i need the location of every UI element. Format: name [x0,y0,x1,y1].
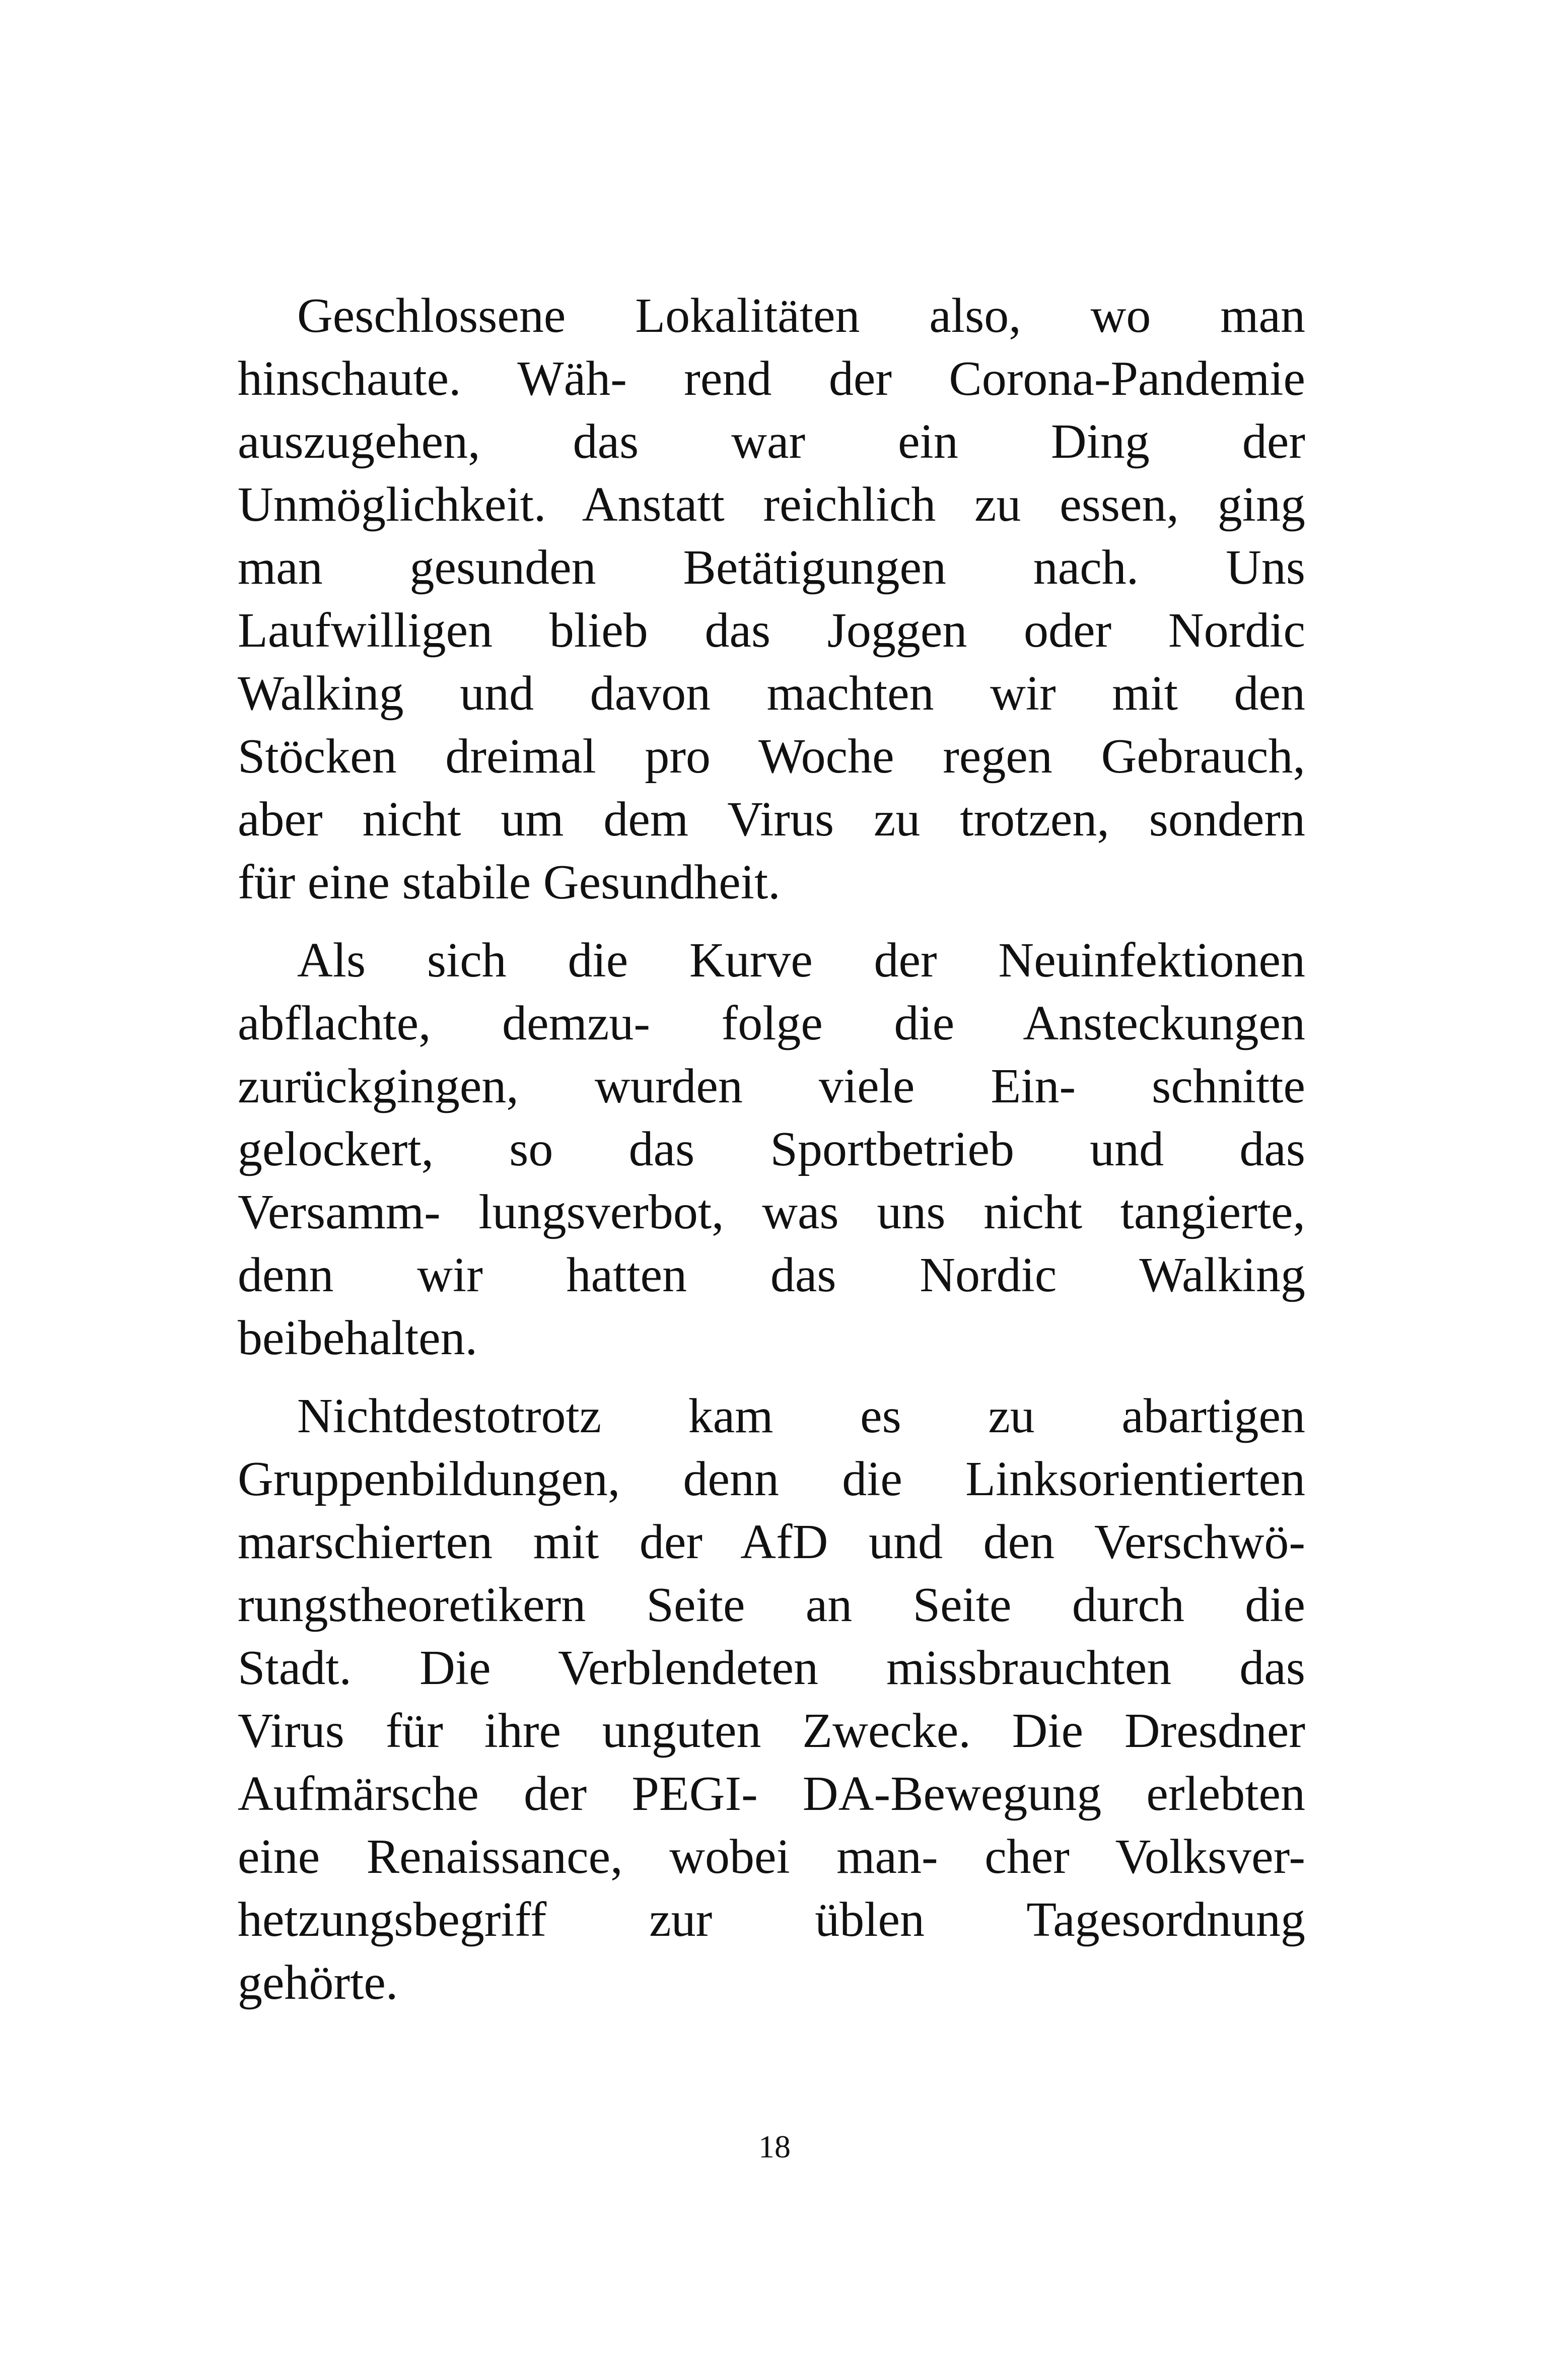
text-line: zurückgingen, wurden viele Ein- schnitte [238,1059,1305,1113]
paragraph-1 [238,285,1305,914]
text-line: denn wir hatten das Nordic Walking [238,1248,1305,1302]
text-line: Virus für ihre unguten Zwecke. Die Dresdner [238,1704,1305,1758]
page-number: 18 [758,2129,791,2164]
text-line: rungstheoretikern Seite an Seite durch die [238,1578,1305,1632]
text-line: hinschaute. Wäh- rend der Corona-Pandemie [238,352,1305,406]
text-line: marschierten mit der AfD und den Verschwö- [238,1515,1305,1569]
text-line: aber nicht um dem Virus zu trotzen, sondern [238,792,1305,847]
paragraph-spacing [238,914,1305,929]
text-line: Gruppenbildungen, denn die Linksorientierten [238,1452,1305,1506]
text-line: auszugehen, das war ein Ding der [238,414,1305,469]
text-line: Stöcken dreimal pro Woche regen Gebrauch, [238,729,1305,784]
paragraph-2 [238,929,1305,1370]
body-text [238,285,1305,2014]
text-line: für eine stabile Gesundheit. [238,855,781,909]
text-line: Unmöglichkeit. Anstatt reichlich zu essen, ging [238,477,1305,532]
text-line: gehörte. [238,1955,398,2010]
text-line: gelockert, so das Sportbetrieb und das [238,1122,1305,1176]
text-line: eine Renaissance, wobei man- cher Volksver- [238,1830,1305,1884]
text-line: Aufmärsche der PEGI- DA-Bewegung erlebten [238,1767,1305,1821]
text-line: beibehalten. [238,1311,478,1365]
text-line: Als sich die Kurve der Neuinfektionen [297,933,1305,988]
text-line: Nichtdestotrotz kam es zu abartigen [297,1389,1305,1443]
text-line: Laufwilligen blieb das Joggen oder Nordic [238,603,1305,658]
text-line: Walking und davon machten wir mit den [238,666,1305,721]
paragraph-spacing [238,1370,1305,1385]
text-line: Stadt. Die Verblendeten missbrauchten das [238,1641,1305,1695]
text-line: abflachte, demzu- folge die Ansteckungen [238,996,1305,1051]
text-line: hetzungsbegriff zur üblen Tagesordnung [238,1893,1305,1947]
text-line: Versamm- lungsverbot, was uns nicht tangierte, [238,1185,1305,1239]
text-line: Geschlossene Lokalitäten also, wo man [297,289,1305,343]
text-line: man gesunden Betätigungen nach. Uns [238,540,1305,595]
paragraph-3 [238,1385,1305,2014]
